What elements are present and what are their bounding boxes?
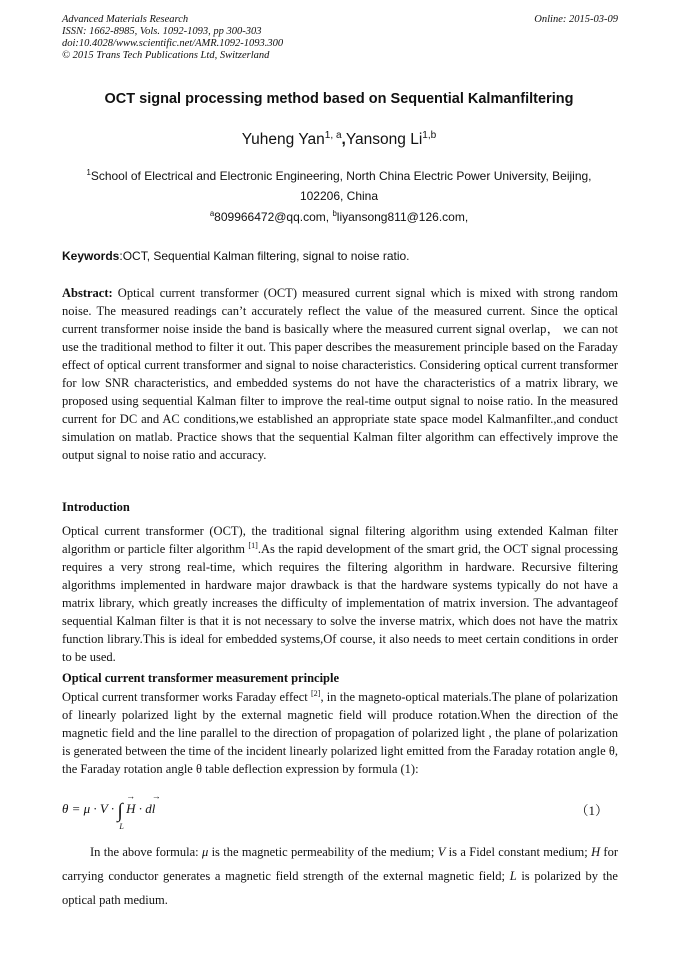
online-date: Online: 2015-03-09 [534, 14, 618, 25]
symbol-v: V [437, 845, 446, 859]
formula-number: （1） [575, 803, 608, 818]
email-a: 809966472@qq.com, [214, 210, 333, 224]
author-1: Yuheng Yan [241, 131, 325, 148]
explanation-text-4: for carrying conductor generates a magnetic field strength of the external magnetic field; [62, 845, 619, 883]
explanation-text-2: is the magnetic permeability of the medium; [208, 845, 435, 859]
vector-h: → H [126, 801, 135, 817]
symbol-h: H [591, 845, 601, 859]
integral-limit: L [119, 822, 124, 831]
keywords-text: :OCT, Sequential Kalman filtering, signal to noise ratio. [119, 249, 410, 263]
introduction-text-1: Optical current transformer (OCT), the traditional signal filtering algorithm using extended Kalman filter algorithm or particle filter algorithm [62, 524, 618, 556]
email-line [0, 210, 678, 224]
author-2-sup: 1,b [422, 129, 437, 141]
journal-name: Advanced Materials Research [62, 14, 189, 25]
abstract-label: Abstract: [62, 286, 113, 300]
abstract [62, 284, 618, 464]
principle-text-1: Optical current transformer works Faraday effect [62, 690, 311, 704]
copyright-line: © 2015 Trans Tech Publications Ltd, Switzerland [62, 50, 270, 61]
symbol-mu: μ [201, 845, 209, 859]
explanation-text-5: is polarized by the optical path medium. [62, 869, 618, 907]
abstract-text: Optical current transformer (OCT) measured current signal which is mixed with strong random noise. The measured readings can’t accurately reflect the value of the measured current. Since the optical current transformer noise inside the band is basically where the measured current signal overlap， we can not use the traditional method to filter it out. This paper describes the measurement principle based on the Faraday effect of optical current transformer and signal to noise characteristics. Considering optical current transformer for low SNR characteristics, and embedded systems do not have the characteristics of a matrix library, we proposed using sequential Kalman filter to improve the real-time output signal to noise ratio. In the measured current for DC and AC conditions,we established an appropriate state space model Kalmanfilter.,and conduct simulation on matlab. Practice shows that the sequential Kalman filter algorithm can effectively improve the output signal to noise ratio and accuracy. [62, 286, 618, 462]
principle-body [62, 688, 618, 778]
email-b-sup: b [332, 209, 337, 218]
faraday-formula [62, 798, 618, 832]
paper-title: OCT signal processing method based on Sequential Kalmanfiltering [104, 91, 574, 107]
vector-l: → l [152, 801, 156, 817]
journal-header [62, 14, 618, 62]
integral-symbol [117, 800, 124, 831]
author-2: Yansong Li [345, 131, 423, 148]
affiliation-sup: 1 [86, 168, 91, 177]
formula-dot: · d [135, 801, 152, 816]
citation-1: [1] [248, 540, 258, 550]
citation-2: [2] [310, 688, 321, 698]
doi-line: doi:10.4028/www.scientific.net/AMR.1092-1093.300 [62, 38, 284, 49]
email-a-sup: a [209, 209, 215, 218]
introduction-text-2: .As the rapid development of the smart grid, the OCT signal processing requires a very strong real-time, which requires the filtering algorithm in hardware. Recursive filtering algorithms implemented in hardware major drawback is that the hardware systems typically do not have a matrix library, which greatly increases the difficulty of implementation of matrix inversion. The advantageof sequential Kalman filter is that it is not necessary to solve the inverse matrix, which does not have the matrix function library.This is ideal for embedded systems,Of course, it also needs to meet certain conditions in order to be used. [62, 542, 618, 664]
author-1-sup: 1, a [324, 129, 342, 141]
explanation-text-1: In the above formula: [90, 845, 199, 859]
principle-heading: Optical current transformer measurement principle [62, 671, 340, 685]
keywords-label: Keywords [62, 249, 120, 263]
issn-line: ISSN: 1662-8985, Vols. 1092-1093, pp 300-303 [62, 26, 262, 37]
integral-sign: ∫ [117, 800, 123, 822]
formula-expression [62, 800, 156, 831]
introduction-body [62, 522, 618, 666]
affiliation-text: School of Electrical and Electronic Engineering, North China Electric Power University, Beijing, 102206, China [90, 169, 592, 203]
explanation-text-3: is a Fidel constant medium; [445, 845, 588, 859]
author-line: Yuheng Yan$^{1, a}$,Yansong Li$^{1,b}$ [241, 129, 437, 148]
email-b: liyansong811@126.com, [336, 210, 469, 224]
keywords [62, 249, 618, 263]
introduction-heading: Introduction [62, 500, 130, 514]
principle-text-2: , in the magneto-optical materials.The plane of polarization of linearly polarized light by the external magnetic field will produce rotation.When the direction of the magnetic field and the line parallel to the direction of propagation of polarized light , the plane of polarization is generated between the time of the incident linearly polarized light emitted from the Faraday rotation angle θ, the Faraday rotation angle θ table deflection expression by formula (1): [62, 690, 619, 776]
affiliation [70, 166, 608, 206]
formula-lhs: θ = μ · V · [62, 801, 118, 816]
formula-explanation [62, 840, 618, 912]
symbol-l: L [509, 869, 517, 883]
